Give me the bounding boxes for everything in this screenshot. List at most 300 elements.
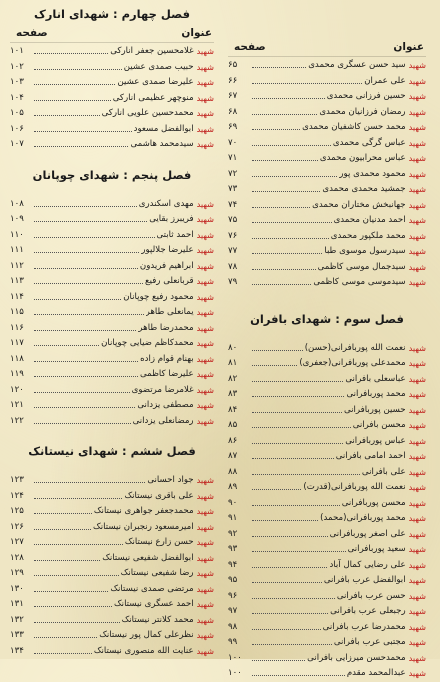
entry-page-number: ۱۲۴ bbox=[10, 490, 24, 501]
title-column-label: عنوان bbox=[393, 41, 424, 53]
entry-page-number: ۷۶ bbox=[228, 230, 238, 241]
dot-leader bbox=[252, 434, 343, 444]
dot-leader bbox=[252, 356, 297, 366]
martyr-prefix: شهید bbox=[196, 630, 214, 640]
entry-page-number: ۱۰۲ bbox=[10, 61, 24, 72]
dot-leader bbox=[252, 341, 303, 351]
entry-page-number: ۱۱۰ bbox=[10, 229, 24, 240]
entry-page-number: ۱۰۹ bbox=[10, 214, 24, 224]
martyr-prefix: شهید bbox=[196, 353, 214, 364]
dot-leader bbox=[252, 167, 337, 177]
toc-entry bbox=[10, 582, 214, 598]
entry-name: ابراهیم فریدون bbox=[139, 260, 194, 271]
martyr-prefix: شهید bbox=[408, 91, 426, 101]
toc-list bbox=[228, 58, 426, 291]
entry-page-number: ۱۳۳ bbox=[10, 630, 24, 640]
entry-name: محمود محمدی پور bbox=[339, 168, 406, 179]
dot-leader bbox=[252, 480, 301, 490]
toc-list bbox=[10, 44, 214, 153]
martyr-prefix: شهید bbox=[408, 230, 426, 241]
martyr-prefix: شهید bbox=[408, 137, 426, 148]
entry-page-number: ۱۳۴ bbox=[10, 645, 24, 656]
toc-entry bbox=[10, 551, 214, 567]
martyr-prefix: شهید bbox=[196, 521, 214, 532]
martyr-prefix: شهید bbox=[196, 77, 214, 87]
entry-name: عنایت الله منصوری نیستانک bbox=[93, 645, 194, 656]
entry-name: جواد احسانی bbox=[147, 475, 194, 485]
entry-page-number: ۶۹ bbox=[228, 122, 238, 132]
entry-page-number: ۹۷ bbox=[228, 606, 238, 616]
dot-leader bbox=[34, 352, 138, 362]
toc-entry bbox=[228, 136, 426, 152]
toc-entry bbox=[228, 182, 426, 198]
dot-leader bbox=[252, 213, 332, 223]
dot-leader bbox=[252, 58, 306, 68]
entry-name: حسن زارع نیستانک bbox=[124, 537, 194, 547]
toc-entry bbox=[228, 449, 426, 465]
entry-page-number: ۸۸ bbox=[228, 466, 238, 477]
martyr-prefix: شهید bbox=[408, 404, 426, 415]
toc-entry bbox=[10, 321, 214, 337]
entry-name: سیدموسی موسی کاظمی bbox=[313, 277, 406, 287]
martyr-prefix: شهید bbox=[196, 108, 214, 118]
martyr-prefix: شهید bbox=[196, 291, 214, 302]
toc-entry bbox=[10, 414, 214, 430]
toc-entry bbox=[228, 198, 426, 214]
entry-name: محمد ملکپور محمدی bbox=[330, 230, 406, 241]
martyr-prefix: شهید bbox=[408, 575, 426, 585]
dot-leader bbox=[34, 644, 92, 654]
entry-name: عباس محرابیون محمدی bbox=[319, 153, 406, 163]
entry-name: علیرضا صمدی عشین bbox=[117, 77, 194, 87]
entry-name: عبدالمحمد مقدم bbox=[346, 668, 406, 678]
toc-entry bbox=[228, 120, 426, 136]
entry-name: امیرمسعود رنجبران نیستانک bbox=[93, 521, 194, 532]
martyr-prefix: شهید bbox=[196, 369, 214, 379]
martyr-prefix: شهید bbox=[196, 384, 214, 395]
dot-leader bbox=[252, 403, 342, 413]
martyr-prefix: شهید bbox=[408, 215, 426, 225]
entry-page-number: ۷۰ bbox=[228, 137, 238, 148]
martyr-prefix: شهید bbox=[408, 544, 426, 554]
dot-leader bbox=[34, 566, 119, 576]
martyr-prefix: شهید bbox=[408, 261, 426, 272]
entry-page-number: ۱۲۸ bbox=[10, 552, 24, 563]
entry-page-number: ۱۳۱ bbox=[10, 599, 24, 609]
dot-leader bbox=[34, 504, 92, 514]
toc-entry bbox=[228, 511, 426, 527]
entry-page-number: ۱۰۵ bbox=[10, 108, 24, 118]
toc-entry bbox=[10, 644, 214, 660]
entry-page-number: ۹۸ bbox=[228, 621, 238, 632]
entry-page-number: ۷۷ bbox=[228, 246, 238, 256]
toc-right-column bbox=[228, 4, 426, 682]
toc-entry bbox=[10, 290, 214, 306]
entry-name: ابوالفضل شفیعی نیستانک bbox=[102, 552, 194, 563]
entry-page-number: ۷۵ bbox=[228, 215, 238, 225]
toc-entry bbox=[10, 106, 214, 122]
entry-page-number: ۱۲۷ bbox=[10, 537, 24, 547]
martyr-prefix: شهید bbox=[408, 75, 426, 86]
dot-leader bbox=[34, 212, 147, 222]
martyr-prefix: شهید bbox=[196, 276, 214, 286]
entry-name: مجتبی عرب بافرانی bbox=[333, 637, 406, 647]
martyr-prefix: شهید bbox=[196, 123, 214, 134]
martyr-prefix: شهید bbox=[408, 277, 426, 287]
entry-page-number: ۱۲۵ bbox=[10, 506, 24, 516]
entry-page-number: ۱۰۳ bbox=[10, 77, 24, 87]
dot-leader bbox=[34, 383, 130, 393]
entry-page-number: ۷۸ bbox=[228, 261, 238, 272]
dot-leader bbox=[252, 74, 362, 84]
martyr-prefix: شهید bbox=[196, 338, 214, 348]
entry-page-number: ۱۲۰ bbox=[10, 384, 24, 395]
entry-page-number: ۱۰۰ bbox=[228, 668, 242, 678]
entry-name: علی رضایی کمال آباد bbox=[329, 559, 406, 570]
entry-name: محمدجعفر جواهری نیستانک bbox=[93, 506, 194, 516]
entry-name: حسن عرب بافرانی bbox=[336, 590, 406, 601]
entry-page-number: ۱۰۱ bbox=[10, 46, 24, 56]
toc-entry bbox=[10, 628, 214, 644]
martyr-prefix: شهید bbox=[408, 497, 426, 508]
martyr-prefix: شهید bbox=[196, 46, 214, 56]
toc-entry bbox=[228, 651, 426, 667]
entry-name: مصطفی یزدانی bbox=[137, 400, 194, 410]
entry-name: علیرضا جلالپور bbox=[141, 245, 194, 255]
toc-entry bbox=[228, 480, 426, 496]
toc-entry bbox=[228, 275, 426, 291]
dot-leader bbox=[34, 489, 122, 499]
martyr-prefix: شهید bbox=[196, 229, 214, 240]
toc-entry bbox=[228, 527, 426, 543]
dot-leader bbox=[34, 259, 138, 269]
entry-name: بهنام قوام زاده bbox=[140, 353, 194, 364]
entry-name: احمد عسگری نیستانک bbox=[113, 599, 194, 609]
entry-name: مرتضی صمدی نیستانک bbox=[110, 583, 194, 594]
martyr-prefix: شهید bbox=[196, 568, 214, 578]
entry-name: محمود رفیع چوپانان bbox=[123, 291, 194, 302]
martyr-prefix: شهید bbox=[408, 637, 426, 647]
dot-leader bbox=[252, 604, 328, 614]
toc-entry bbox=[10, 398, 214, 414]
martyr-prefix: شهید bbox=[196, 415, 214, 426]
dot-leader bbox=[34, 44, 108, 54]
dot-leader bbox=[252, 651, 305, 661]
toc-entry bbox=[10, 520, 214, 536]
entry-page-number: ۹۰ bbox=[228, 497, 238, 508]
entry-name: محمد پوربافرانی(محمد) bbox=[320, 513, 406, 523]
toc-entry bbox=[228, 403, 426, 419]
entry-name: جمشید محمدی محمدی bbox=[322, 184, 406, 194]
toc-entry bbox=[228, 105, 426, 121]
dot-leader bbox=[252, 89, 325, 99]
martyr-prefix: شهید bbox=[196, 92, 214, 103]
martyr-prefix: شهید bbox=[196, 245, 214, 255]
martyr-prefix: شهید bbox=[196, 537, 214, 547]
dot-leader bbox=[34, 228, 155, 238]
entry-page-number: ۱۰۷ bbox=[10, 139, 24, 149]
toc-entry bbox=[10, 305, 214, 321]
dot-leader bbox=[34, 60, 122, 70]
toc-entry bbox=[10, 274, 214, 290]
entry-name: رمضانعلی یزدانی bbox=[132, 415, 194, 426]
entry-name: جهانبخش مختاران محمدی bbox=[312, 199, 406, 210]
dot-leader bbox=[252, 527, 328, 537]
entry-page-number: ۱۲۲ bbox=[10, 415, 24, 426]
toc-entry bbox=[228, 573, 426, 589]
entry-page-number: ۹۳ bbox=[228, 544, 238, 554]
dot-leader bbox=[34, 305, 144, 315]
martyr-prefix: شهید bbox=[408, 621, 426, 632]
entry-name: محمدرضا عرب بافرانی bbox=[322, 621, 406, 632]
entry-name: محمد کلانتر نیستانک bbox=[121, 614, 194, 625]
martyr-prefix: شهید bbox=[408, 668, 426, 678]
toc-left-column bbox=[10, 4, 214, 659]
toc-entry bbox=[10, 243, 214, 259]
toc-entry bbox=[228, 229, 426, 245]
entry-page-number: ۱۰۸ bbox=[10, 198, 24, 209]
toc-entry bbox=[228, 542, 426, 558]
entry-page-number: ۱۱۹ bbox=[10, 369, 24, 379]
entry-name: علی بافرانی bbox=[361, 466, 406, 477]
entry-page-number: ۱۱۷ bbox=[10, 338, 24, 348]
toc-entry bbox=[10, 44, 214, 60]
entry-page-number: ۷۳ bbox=[228, 184, 238, 194]
entry-name: مهدی اسکندری bbox=[138, 198, 194, 209]
martyr-prefix: شهید bbox=[196, 490, 214, 501]
chapter-3-title: فصل سوم : شهدای بافران bbox=[250, 311, 404, 326]
dot-leader bbox=[34, 106, 100, 116]
dot-leader bbox=[252, 666, 345, 676]
martyr-prefix: شهید bbox=[408, 435, 426, 446]
dot-leader bbox=[252, 198, 310, 208]
dot-leader bbox=[34, 367, 138, 377]
toc-entry bbox=[10, 597, 214, 613]
entry-page-number: ۱۱۲ bbox=[10, 260, 24, 271]
toc-entry bbox=[10, 60, 214, 76]
martyr-prefix: شهید bbox=[196, 139, 214, 149]
entry-name: حسین پوربافرانی bbox=[343, 404, 406, 415]
entry-page-number: ۸۴ bbox=[228, 404, 238, 415]
martyr-prefix: شهید bbox=[196, 583, 214, 594]
dot-leader bbox=[252, 589, 335, 599]
entry-name: سیدمحمد هاشمی bbox=[130, 139, 194, 149]
entry-page-number: ۱۱۴ bbox=[10, 291, 24, 302]
toc-entry bbox=[10, 489, 214, 505]
toc-entry bbox=[228, 89, 426, 105]
martyr-prefix: شهید bbox=[408, 106, 426, 117]
toc-entry bbox=[10, 137, 214, 153]
martyr-prefix: شهید bbox=[408, 466, 426, 477]
martyr-prefix: شهید bbox=[408, 246, 426, 256]
entry-name: نعمت الله پوربافرانی(قدرت) bbox=[303, 482, 406, 492]
toc-entry bbox=[228, 372, 426, 388]
dot-leader bbox=[252, 260, 316, 270]
martyr-prefix: شهید bbox=[408, 153, 426, 163]
entry-name: سیدرسول موسوی طبا bbox=[324, 246, 406, 256]
dot-leader bbox=[252, 542, 346, 552]
entry-name: حسین فرزانی محمدی bbox=[326, 91, 406, 101]
entry-page-number: ۱۱۱ bbox=[10, 245, 24, 255]
toc-entry bbox=[10, 91, 214, 107]
dot-leader bbox=[252, 465, 360, 475]
dot-leader bbox=[34, 597, 112, 607]
entry-page-number: ۱۳۰ bbox=[10, 583, 24, 594]
entry-page-number: ۱۱۶ bbox=[10, 322, 24, 333]
dot-leader bbox=[34, 535, 123, 545]
entry-page-number: ۱۲۱ bbox=[10, 400, 24, 410]
dot-leader bbox=[34, 197, 137, 207]
dot-leader bbox=[34, 336, 99, 346]
entry-page-number: ۸۱ bbox=[228, 358, 238, 368]
martyr-prefix: شهید bbox=[408, 168, 426, 179]
entry-name: قربانعلی رفیع bbox=[145, 276, 194, 286]
martyr-prefix: شهید bbox=[196, 61, 214, 72]
entry-name: محسن بافرانی bbox=[352, 420, 406, 430]
martyr-prefix: شهید bbox=[408, 389, 426, 399]
dot-leader bbox=[34, 274, 143, 284]
martyr-prefix: شهید bbox=[408, 199, 426, 210]
entry-page-number: ۸۹ bbox=[228, 482, 238, 492]
martyr-prefix: شهید bbox=[196, 400, 214, 410]
entry-page-number: ۷۹ bbox=[228, 277, 238, 287]
toc-entry bbox=[228, 167, 426, 183]
martyr-prefix: شهید bbox=[408, 60, 426, 70]
dot-leader bbox=[34, 137, 128, 147]
dot-leader bbox=[252, 387, 344, 397]
dot-leader bbox=[34, 551, 100, 561]
entry-name: احمد ثابتی bbox=[156, 229, 194, 240]
entry-name: محمد حسن کاشفیان محمدی bbox=[302, 122, 406, 132]
dot-leader bbox=[34, 290, 121, 300]
dot-leader bbox=[34, 75, 115, 85]
dot-leader bbox=[34, 122, 132, 132]
entry-name: سید حسن عسگری محمدی bbox=[308, 60, 406, 70]
entry-name: محمدحسن میرزایی بافرانی bbox=[307, 652, 406, 663]
martyr-prefix: شهید bbox=[408, 420, 426, 430]
entry-page-number: ۹۵ bbox=[228, 575, 238, 585]
dot-leader bbox=[252, 120, 300, 130]
entry-name: سیدجمال موسی کاظمی bbox=[317, 261, 406, 272]
entry-name: رمضان فرزانیان محمدی bbox=[319, 106, 406, 117]
dot-leader bbox=[252, 151, 318, 161]
dot-leader bbox=[252, 372, 343, 382]
toc-entry bbox=[10, 613, 214, 629]
dot-leader bbox=[34, 613, 120, 623]
toc-entry bbox=[10, 504, 214, 520]
dot-leader bbox=[34, 91, 111, 101]
entry-name: علیرضا کاظمی bbox=[139, 369, 194, 379]
entry-name: محمدرضا طاهر bbox=[138, 322, 194, 333]
toc-entry bbox=[228, 496, 426, 512]
dot-leader bbox=[252, 449, 334, 459]
entry-name: احمد امامی بافرانی bbox=[335, 451, 406, 461]
toc-entry bbox=[228, 213, 426, 229]
dot-leader bbox=[34, 398, 135, 408]
dot-leader bbox=[252, 244, 322, 254]
toc-entry bbox=[10, 228, 214, 244]
title-column-label: عنوان bbox=[181, 27, 212, 39]
martyr-prefix: شهید bbox=[196, 506, 214, 516]
entry-name: محمدعلی پوربافرانی(جعفری) bbox=[299, 358, 406, 368]
entry-page-number: ۱۰۰ bbox=[228, 652, 242, 663]
dot-leader bbox=[252, 136, 331, 146]
toc-entry bbox=[228, 465, 426, 481]
entry-page-number: ۹۴ bbox=[228, 559, 238, 570]
entry-page-number: ۱۱۵ bbox=[10, 307, 24, 317]
entry-name: علی اصغر پوربافرانی bbox=[329, 528, 406, 539]
entry-name: یمانعلی طاهر bbox=[145, 307, 194, 317]
entry-page-number: ۱۱۸ bbox=[10, 353, 24, 364]
martyr-prefix: شهید bbox=[196, 214, 214, 224]
martyr-prefix: شهید bbox=[408, 528, 426, 539]
dot-leader bbox=[252, 573, 322, 583]
entry-page-number: ۱۱۳ bbox=[10, 276, 24, 286]
chapter-4-title: فصل چهارم : شهدای انارک bbox=[34, 7, 190, 21]
dot-leader bbox=[252, 635, 332, 645]
toc-entry bbox=[10, 122, 214, 138]
martyr-prefix: شهید bbox=[196, 322, 214, 333]
martyr-prefix: شهید bbox=[196, 599, 214, 609]
toc-entry bbox=[10, 336, 214, 352]
entry-page-number: ۷۲ bbox=[228, 168, 238, 179]
toc-list bbox=[228, 341, 426, 682]
entry-name: رجبعلی عرب بافرانی bbox=[330, 606, 406, 616]
entry-page-number: ۷۴ bbox=[228, 199, 238, 210]
toc-entry bbox=[10, 75, 214, 91]
toc-column-header bbox=[228, 38, 426, 57]
toc-column-header bbox=[10, 24, 214, 43]
toc-entry bbox=[228, 558, 426, 574]
entry-page-number: ۸۵ bbox=[228, 420, 238, 430]
entry-name: غلامحسین جعفر انارکی bbox=[110, 46, 194, 56]
entry-page-number: ۸۶ bbox=[228, 435, 238, 446]
martyr-prefix: شهید bbox=[408, 451, 426, 461]
martyr-prefix: شهید bbox=[196, 307, 214, 317]
dot-leader bbox=[34, 414, 131, 424]
dot-leader bbox=[252, 275, 311, 285]
page-column-label: صفحه bbox=[234, 41, 266, 53]
entry-name: علی باقری نیستانک bbox=[124, 490, 194, 501]
entry-name: غلامرضا مرتضوی bbox=[131, 384, 194, 395]
toc-entry bbox=[228, 589, 426, 605]
martyr-prefix: شهید bbox=[408, 342, 426, 353]
entry-name: عباس پوربافرانی bbox=[345, 435, 406, 446]
toc-entry bbox=[228, 58, 426, 74]
dot-leader bbox=[34, 243, 139, 253]
dot-leader bbox=[252, 620, 321, 630]
toc-entry bbox=[228, 356, 426, 372]
page-column-label: صفحه bbox=[16, 27, 48, 39]
martyr-prefix: شهید bbox=[196, 475, 214, 485]
toc-entry bbox=[10, 367, 214, 383]
martyr-prefix: شهید bbox=[408, 559, 426, 570]
entry-name: نعمت الله پوربافرانی(حسن) bbox=[304, 342, 406, 353]
martyr-prefix: شهید bbox=[196, 614, 214, 625]
entry-name: ابوالفضل مسعود bbox=[133, 123, 194, 134]
toc-entry bbox=[228, 434, 426, 450]
toc-entry bbox=[10, 383, 214, 399]
martyr-prefix: شهید bbox=[408, 606, 426, 616]
entry-name: رضا شفیعی نیستانک bbox=[120, 568, 194, 578]
dot-leader bbox=[34, 520, 91, 530]
toc-entry bbox=[228, 666, 426, 682]
martyr-prefix: شهید bbox=[408, 652, 426, 663]
entry-name: سعید پوربافرانی bbox=[347, 544, 406, 554]
entry-page-number: ۱۲۶ bbox=[10, 521, 24, 532]
entry-page-number: ۸۲ bbox=[228, 373, 238, 384]
entry-page-number: ۹۶ bbox=[228, 590, 238, 601]
